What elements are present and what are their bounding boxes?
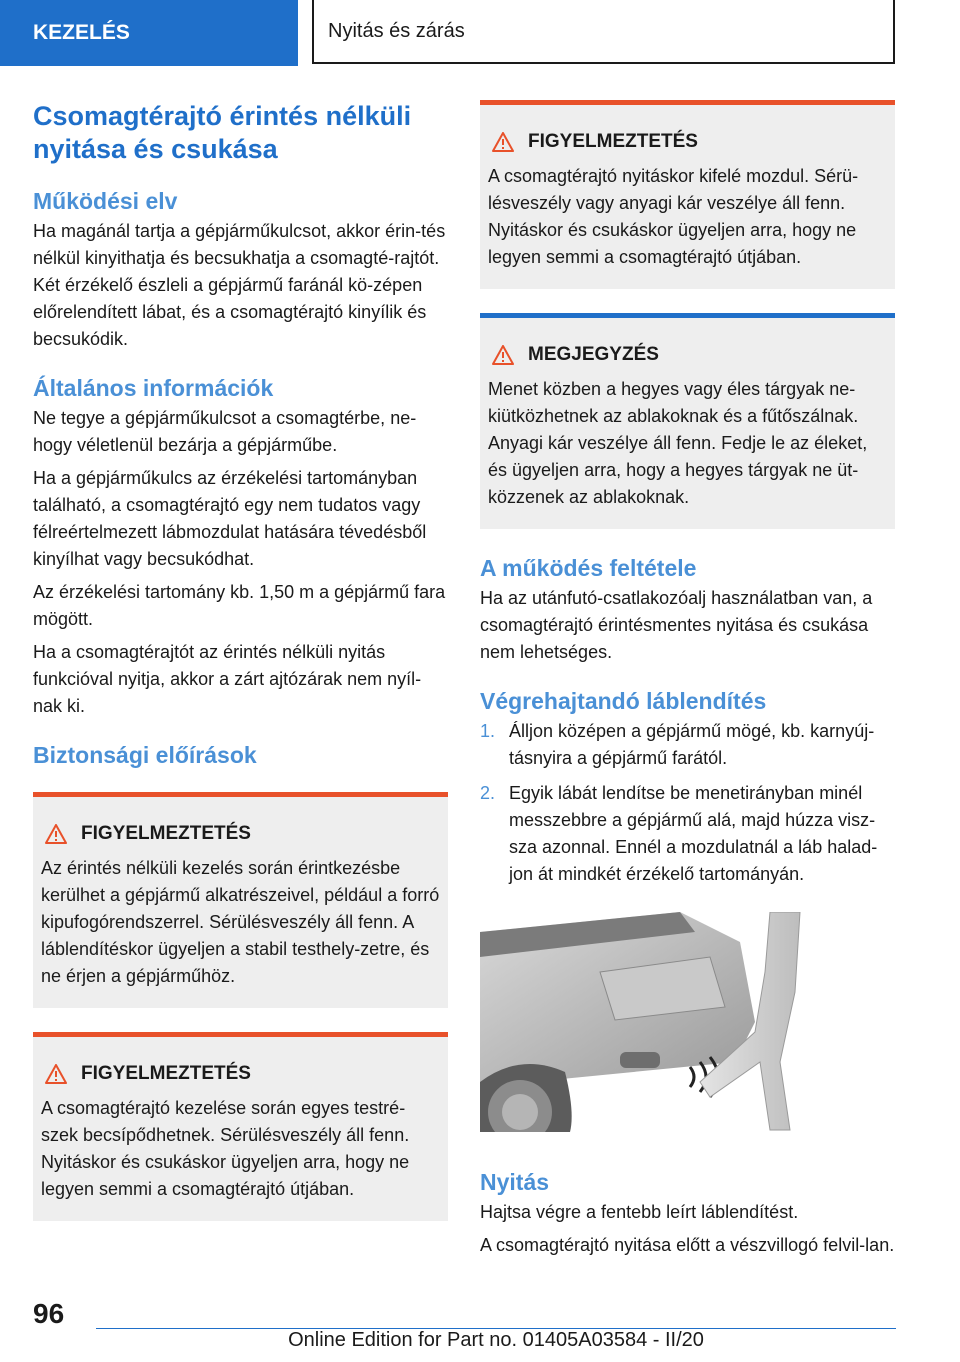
right-column [480,100,895,1265]
warning-title: FIGYELMEZTETÉS [488,131,887,153]
heading-open: Nyitás [480,1169,550,1195]
warning-triangle-icon [45,1064,67,1084]
page-title: Csomagtérajtó érintés nélküli nyitása és csukása [33,101,412,164]
page-number: 96 [33,1298,65,1329]
section-tab: KEZELÉS [0,0,298,66]
paragraph-general-1: Ne tegye a gépjárműkulcsot a csomagtérbe, ne-hogy véletlenül bezárja a gépjárműbe. [33,408,417,455]
warning-text: A csomagtérajtó nyitáskor kifelé mozdul. Sérü-lésveszély vagy anyagi kár veszélye áll fenn. Nyitáskor és csukáskor ügyeljen arra, hogy ne legyen semmi a csomagtérajtó útjában. [488,166,859,267]
footer-edition: Online Edition for Part no. 01405A03584 - II/20 [288,1329,704,1351]
warning-triangle-icon [492,132,514,152]
heading-principle: Működési elv [33,188,178,214]
warning-title: FIGYELMEZTETÉS [41,823,440,845]
caution-triangle-icon [492,345,514,365]
note-box [480,313,895,529]
left-column [33,100,448,1245]
warning-text: A csomagtérajtó kezelése során egyes testré-szek becsípődhetnek. Sérülésveszély áll fenn. Nyitáskor és csukáskor ügyeljen arra, hogy ne legyen semmi a csomagtérajtó útjában. [41,1098,410,1199]
heading-condition: A működés feltétele [480,555,697,581]
warning-text: Az érintés nélküli kezelés során érintkezésbe kerülhet a gépjármű alkatrészeivel, például a forró kipufogórendszerrel. Sérülésveszély áll fenn. A láblendítéskor ügyeljen a stabil testhely-zetre, és ne érjen a gépjárműhöz. [41,858,440,986]
paragraph-open-1: Hajtsa végre a fentebb leírt láblendítést. [480,1202,799,1222]
paragraph-general-4: Ha a csomagtérajtót az érintés nélküli nyitás funkcióval nyitja, akkor a zárt ajtózárak nem nyíl-nak ki. [33,642,422,716]
warning-box [33,792,448,1008]
steps-list [480,718,895,888]
warning-triangle-icon [45,824,67,844]
warning-title: FIGYELMEZTETÉS [41,1063,440,1085]
paragraph-principle: Ha magánál tartja a gépjárműkulcsot, akkor érin-tés nélkül kinyithatja és becsukhatja a csomagté-rajtót. Két érzékelő észleli a gépjármű faránál kö-zépen előrelendített lábat, és a csomagtérajtó kinyílik és becsukódik. [33,221,446,349]
note-title: MEGJEGYZÉS [488,344,887,366]
paragraph-open-2: A csomagtérajtó nyitása előtt a vészvillogó felvil-lan. [480,1235,895,1255]
paragraph-general-2: Ha a gépjárműkulcs az érzékelési tartományban található, a csomagtérajtó egy nem tudatos vagy félreértelmezett lábmozdulat hatására tévedésből kinyílhat vagy becsukódhat. [33,468,427,569]
heading-kick: Végrehajtandó láblendítés [480,688,767,714]
page-header [0,0,960,66]
warning-box [480,100,895,289]
note-text: Menet közben a hegyes vagy éles tárgyak ne-kiütközhetnek az ablakoknak és a fűtőszálnak. Anyagi kár veszélye áll fenn. Fedje le az éleket, és ügyeljen arra, hogy a hegyes tárgyak ne üt-közzenek az ablakoknak. [488,379,868,507]
chapter-title: Nyitás és zárás [312,0,895,64]
kick-gesture-illustration [480,912,810,1132]
list-item: 2. Egyik lábát lendítse be menetirányban minél messzebbre a gépjármű alá, majd húzza visz-sza azonnal. Ennél a mozdulatnál a láb halad-jon át mindkét érzékelő tartományán. [480,783,878,884]
warning-box [33,1032,448,1221]
paragraph-general-3: Az érzékelési tartomány kb. 1,50 m a gépjármű fara mögött. [33,582,446,629]
list-item: 1. Álljon középen a gépjármű mögé, kb. karnyúj-tásnyira a gépjármű farától. [480,721,875,768]
heading-safety: Biztonsági előírások [33,742,257,768]
heading-general: Általános információk [33,375,274,401]
paragraph-condition: Ha az utánfutó-csatlakozóalj használatban van, a csomagtérajtó érintésmentes nyitása és csukása nem lehetséges. [480,588,873,662]
